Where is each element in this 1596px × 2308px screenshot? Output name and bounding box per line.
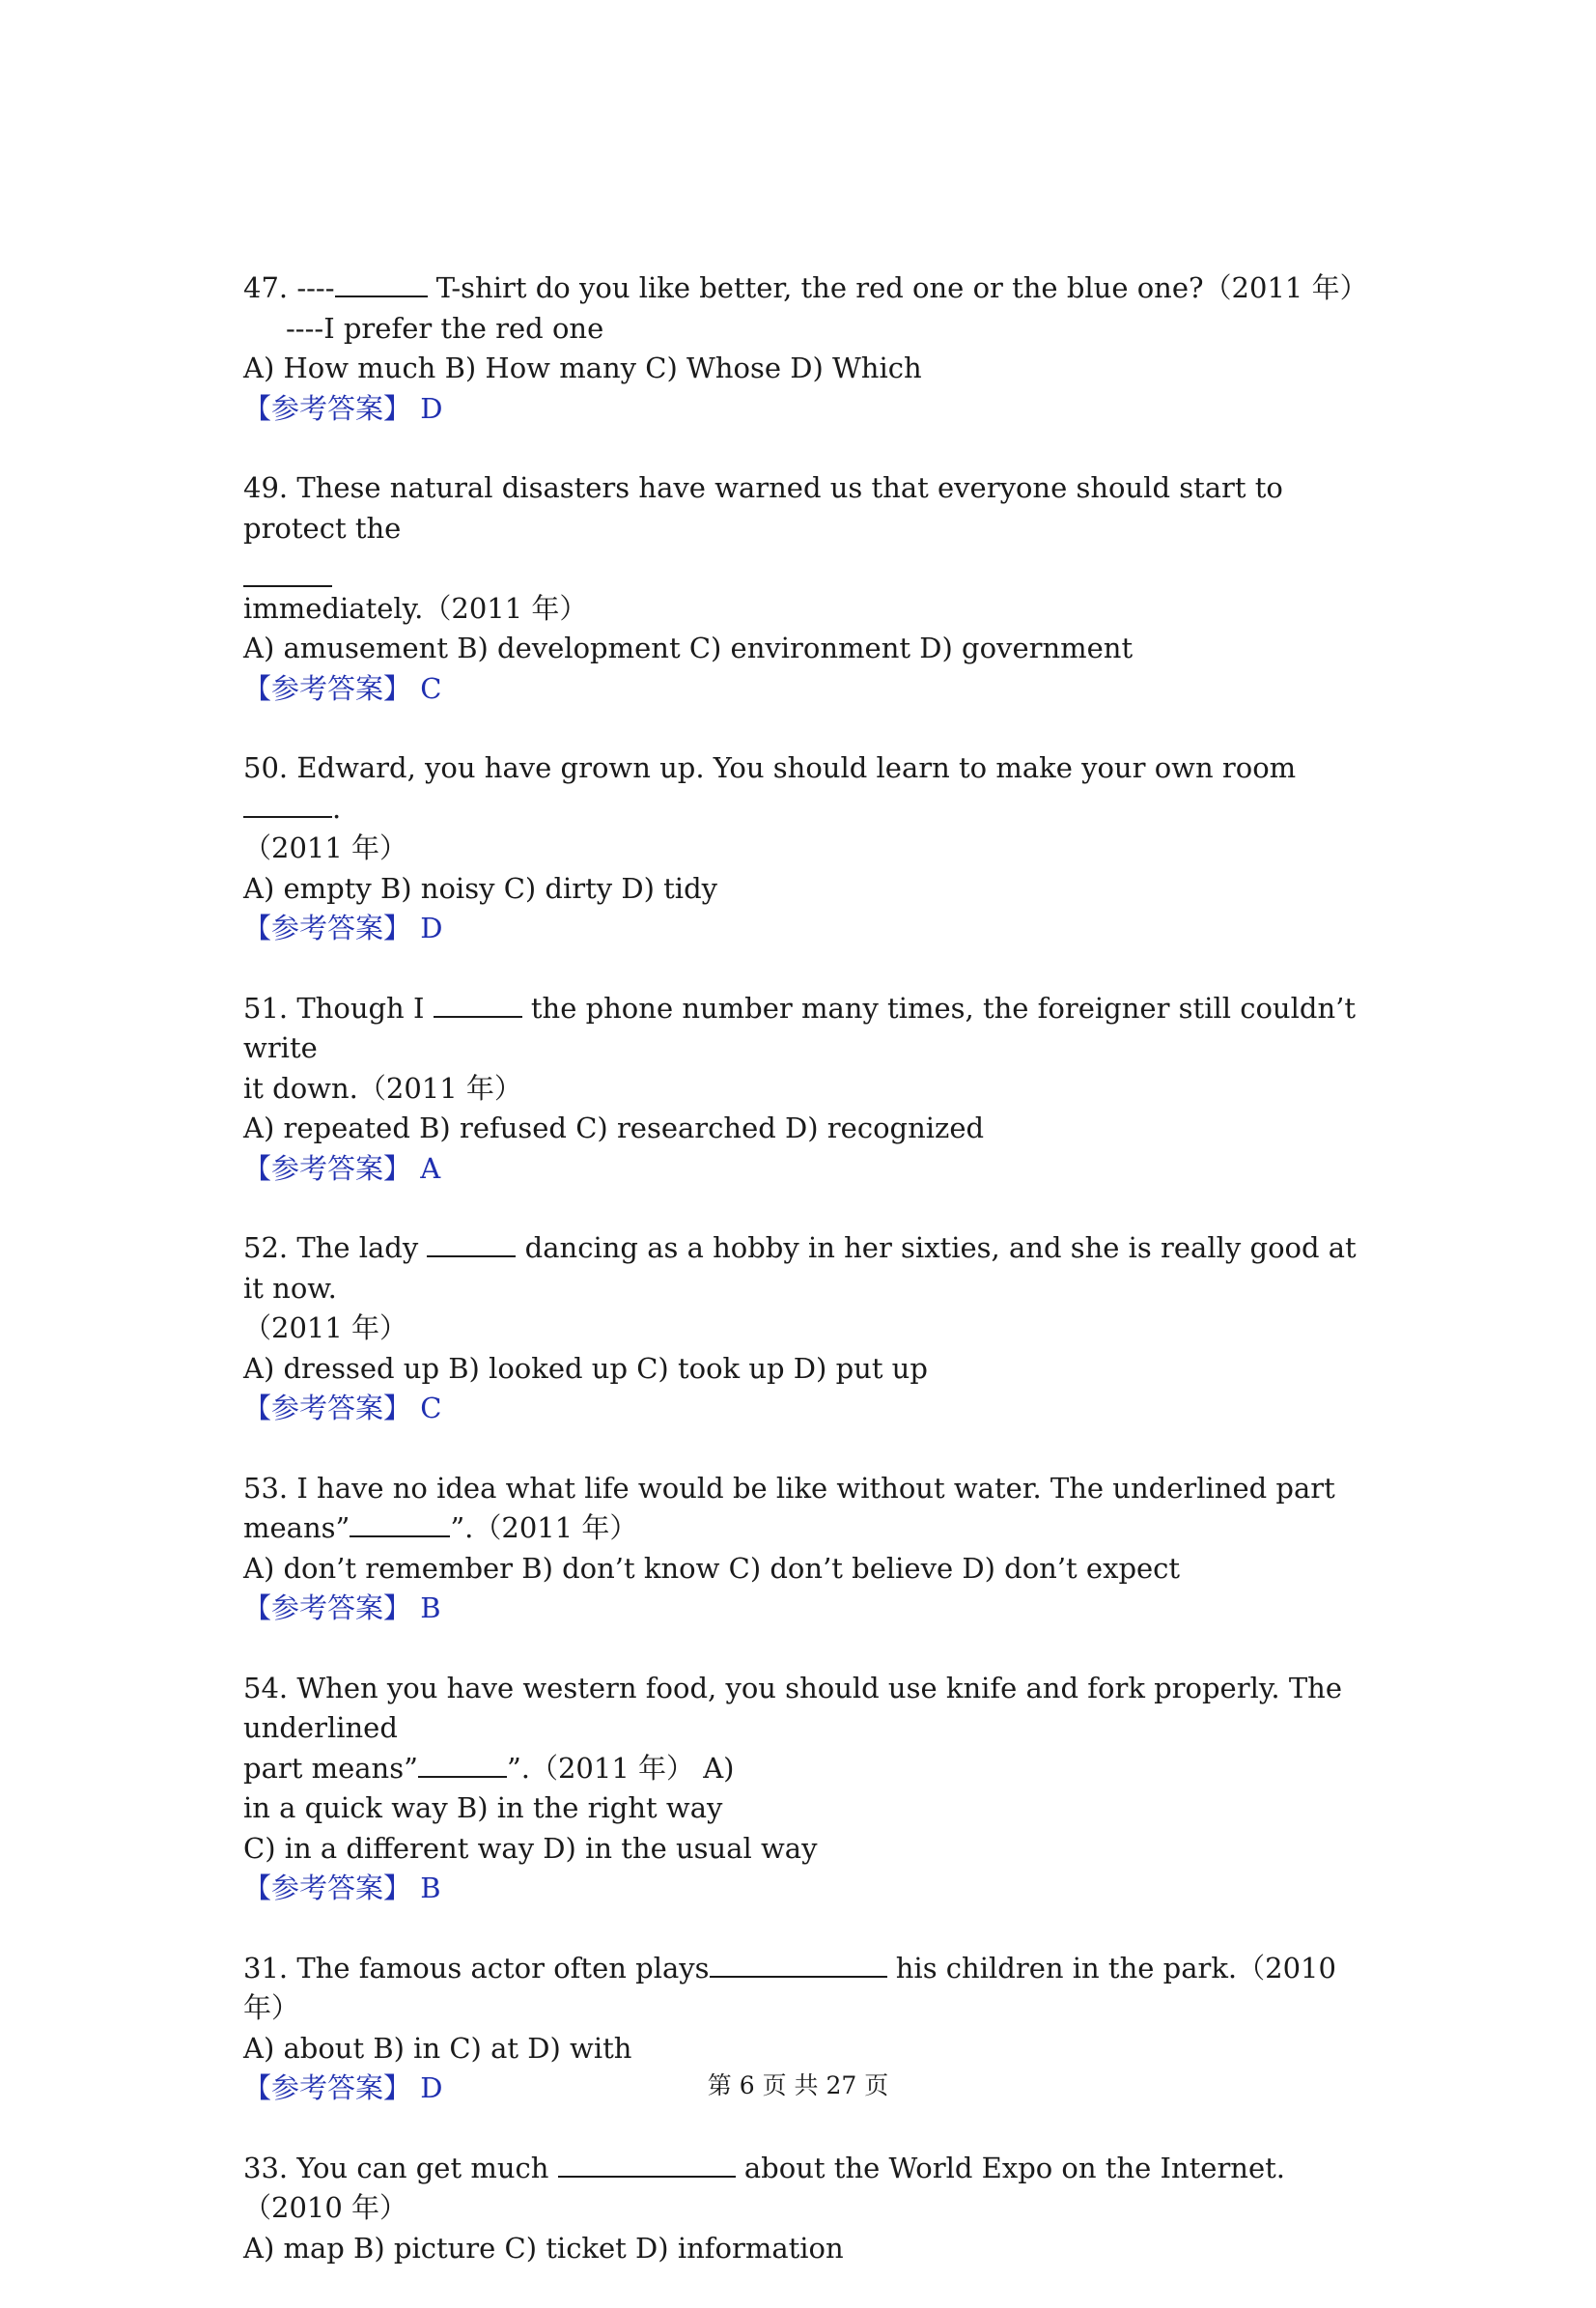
stem-text: 31. The famous actor often plays bbox=[243, 1951, 710, 1984]
answer-label: 【参考答案】 bbox=[243, 1392, 412, 1424]
question-stem bbox=[243, 2149, 1383, 2229]
answer-blank bbox=[350, 1512, 450, 1537]
question-52 bbox=[243, 1228, 1383, 1429]
stem-text: . bbox=[332, 791, 342, 825]
stem-text: T-shirt do you like better, the red one or the blue one?（2011 年） bbox=[427, 271, 1368, 304]
question-51 bbox=[243, 989, 1383, 1190]
question-options: A) How much B) How many C) Whose D) Which bbox=[243, 352, 922, 384]
question-stem: 54. When you have western food, you should use knife and fork properly. The bbox=[243, 1671, 1343, 1704]
answer-blank-line bbox=[243, 549, 1383, 589]
answer-blank bbox=[243, 793, 332, 818]
question-50 bbox=[243, 748, 1383, 949]
question-options: A) map B) picture C) ticket D) information bbox=[243, 2231, 844, 2265]
stem-text: 47. ---- bbox=[243, 271, 335, 304]
answer-label: 【参考答案】 bbox=[243, 1872, 412, 1904]
answer-blank bbox=[434, 993, 522, 1018]
question-dialogue: ----I prefer the red one bbox=[286, 311, 604, 345]
reference-answer bbox=[243, 389, 1383, 430]
answer-value: C bbox=[420, 1392, 442, 1424]
stem-text: dancing as a hobby in her sixties, and she is really good at it now. bbox=[243, 1231, 1365, 1305]
question-47 bbox=[243, 268, 1383, 429]
stem-text: about the World Expo on the Internet.（2010 年） bbox=[243, 2151, 1286, 2224]
stem-text: 33. You can get much bbox=[243, 2151, 558, 2184]
answer-blank bbox=[418, 1753, 507, 1778]
question-options: A) amusement B) development C) environment D) government bbox=[243, 632, 1134, 664]
question-stem bbox=[243, 1949, 1383, 2029]
question-options: A) don’t remember B) don’t know C) don’t believe D) don’t expect bbox=[243, 1551, 1181, 1585]
answer-blank bbox=[710, 1953, 887, 1978]
question-year: （2011 年） bbox=[243, 1311, 408, 1344]
question-options: A) repeated B) refused C) researched D) recognized bbox=[243, 1112, 985, 1144]
reference-answer bbox=[243, 1589, 1383, 1629]
question-53 bbox=[243, 1469, 1383, 1629]
page-footer: 第 6 页 共 27 页 bbox=[707, 2071, 889, 2099]
question-options: A) empty B) noisy C) dirty D) tidy bbox=[243, 871, 718, 905]
answer-label: 【参考答案】 bbox=[243, 2071, 412, 2104]
question-options: A) dressed up B) looked up C) took up D) put up bbox=[243, 1351, 928, 1385]
answer-value: D bbox=[420, 912, 443, 944]
answer-label: 【参考答案】 bbox=[243, 1151, 412, 1185]
answer-value: A bbox=[420, 1151, 441, 1185]
answer-blank bbox=[335, 272, 428, 297]
reference-answer bbox=[243, 1869, 1383, 1909]
answer-value: D bbox=[420, 391, 443, 425]
answer-value: B bbox=[420, 1591, 441, 1624]
question-year: （2011 年） bbox=[243, 831, 408, 864]
question-options: A) about B) in C) at D) with bbox=[243, 2031, 632, 2065]
document-body bbox=[243, 268, 1383, 2308]
question-stem-continued: immediately.（2011 年） bbox=[243, 591, 588, 625]
question-options: C) in a different way D) in the usual way bbox=[243, 1831, 818, 1865]
question-stem bbox=[243, 989, 1383, 1069]
answer-value: D bbox=[420, 2071, 443, 2104]
question-33 bbox=[243, 2149, 1383, 2269]
question-stem bbox=[243, 1228, 1383, 1309]
question-stem: 49. These natural disasters have warned us that everyone should start to protect the bbox=[243, 471, 1293, 545]
question-stem bbox=[243, 268, 1383, 309]
question-54 bbox=[243, 1669, 1383, 1909]
question-stem-continued bbox=[243, 1749, 1383, 1789]
stem-text: 50. Edward, you have grown up. You should learn to make your own room bbox=[243, 751, 1305, 784]
stem-text: ”.（2011 年） A) bbox=[506, 1751, 735, 1785]
question-stem: 53. I have no idea what life would be like without water. The underlined part bbox=[243, 1471, 1335, 1505]
reference-answer bbox=[243, 1389, 1383, 1429]
reference-answer bbox=[243, 1149, 1383, 1190]
answer-label: 【参考答案】 bbox=[243, 1591, 412, 1624]
reference-answer bbox=[243, 669, 1383, 710]
reference-answer bbox=[243, 909, 1383, 949]
answer-label: 【参考答案】 bbox=[243, 671, 412, 705]
answer-blank bbox=[427, 1232, 516, 1257]
question-49 bbox=[243, 468, 1383, 709]
answer-blank bbox=[558, 2153, 736, 2178]
question-stem-continued: underlined bbox=[243, 1711, 398, 1744]
stem-text: 51. Though I bbox=[243, 991, 434, 1025]
stem-text: the phone number many times, the foreigner still couldn’t write bbox=[243, 991, 1365, 1064]
question-stem bbox=[243, 748, 1383, 829]
answer-value: C bbox=[420, 671, 442, 705]
stem-text: means” bbox=[243, 1511, 350, 1544]
question-options: in a quick way B) in the right way bbox=[243, 1791, 723, 1824]
stem-text: his children in the park.（2010 年） bbox=[243, 1951, 1346, 2024]
stem-text: 52. The lady bbox=[243, 1231, 428, 1264]
stem-text: ”.（2011 年） bbox=[450, 1511, 638, 1544]
question-stem-continued: it down.（2011 年） bbox=[243, 1071, 522, 1105]
answer-label: 【参考答案】 bbox=[243, 391, 412, 425]
stem-text: part means” bbox=[243, 1751, 418, 1785]
answer-value: B bbox=[420, 1872, 441, 1904]
answer-blank bbox=[243, 562, 332, 587]
answer-label: 【参考答案】 bbox=[243, 912, 412, 944]
question-stem-continued bbox=[243, 1508, 1383, 1549]
